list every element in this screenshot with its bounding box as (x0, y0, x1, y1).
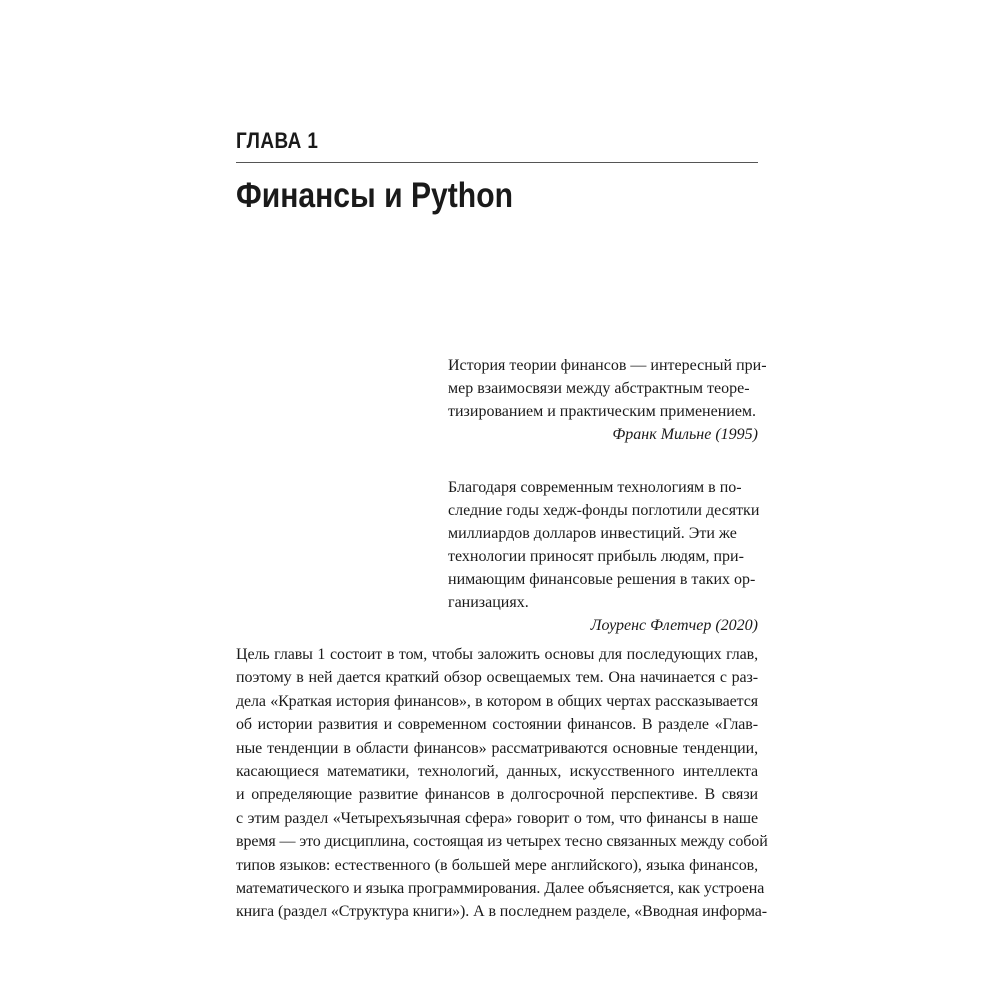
body-line: об истории развития и современном состоянии финансов. В разделе «Глав- (236, 716, 758, 734)
epigraph-text (448, 476, 758, 614)
body-line: дела «Краткая история финансов», в котором в общих чертах рассказывается (236, 692, 758, 710)
epigraph-line: ганизациях. (448, 594, 529, 611)
body-line: Цель главы 1 состоит в том, чтобы заложить основы для последующих глав, (236, 646, 758, 663)
body-line: типов языков: естественного (в большей мере английского), языка финансов, (236, 856, 758, 874)
chapter-title: Финансы и Python (236, 176, 513, 215)
epigraph-line: миллиардов долларов инвестиций. Эти же (448, 525, 737, 542)
body-line: и определяющие развитие финансов в долгосрочной перспективе. В связи (236, 786, 758, 804)
epigraph-text (448, 354, 767, 423)
epigraph-line: следние годы хедж-фонды поглотили десятки (448, 502, 760, 519)
epigraph-line: технологии приносят прибыль людям, при- (448, 548, 744, 565)
epigraph-1 (448, 354, 767, 446)
epigraph-line: Благодаря современным технологиям в по- (448, 479, 742, 496)
body-paragraph (236, 643, 768, 924)
epigraph-line: тизированием и практическим применением. (448, 403, 757, 420)
chapter-label: ГЛАВА 1 (236, 128, 319, 153)
epigraph-line: История теории финансов — интересный при- (448, 357, 767, 374)
body-line: касающиеся математики, технологий, данных, искусственного интеллекта (236, 763, 758, 781)
body-line: книга (раздел «Структура книги»). А в последнем разделе, «Вводная информа- (236, 903, 768, 921)
epigraph-2 (448, 476, 758, 637)
body-line: поэтому в ней дается краткий обзор освещаемых тем. Она начинается с раз- (236, 669, 758, 687)
chapter-divider (236, 162, 758, 163)
epigraph-author: Франк Мильне (1995) (612, 426, 758, 443)
body-line: математического и языка программирования. Далее объясняется, как устроена (236, 880, 765, 898)
body-line: время — это дисциплина, состоящая из четырех тесно связанных между собой (236, 833, 768, 851)
body-line: ные тенденции в области финансов» рассматриваются основные тенденции, (236, 739, 758, 757)
epigraph-line: нимающим финансовые решения в таких ор- (448, 571, 756, 588)
body-line: с этим раздел «Четырехъязычная сфера» говорит о том, что финансы в наше (236, 809, 758, 827)
epigraph-line: мер взаимосвязи между абстрактным теоре- (448, 380, 750, 397)
epigraph-author: Лоуренс Флетчер (2020) (590, 617, 758, 634)
